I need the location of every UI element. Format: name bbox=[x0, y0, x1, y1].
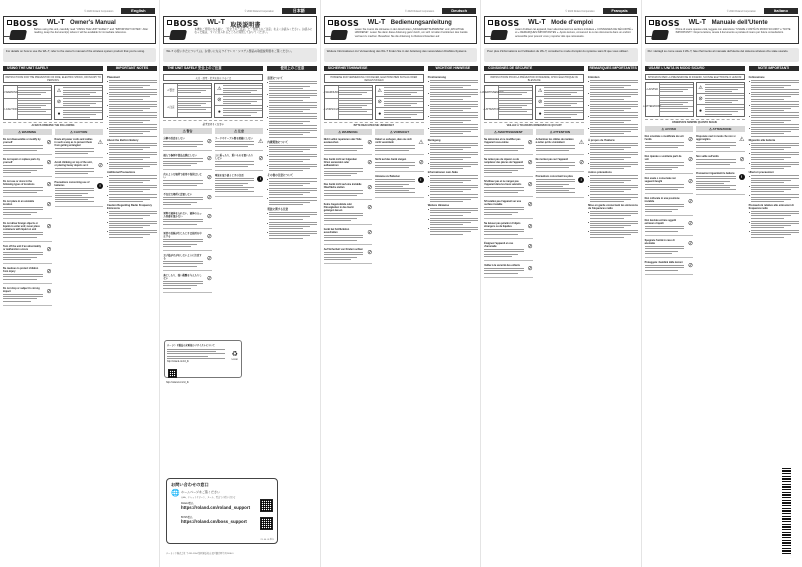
warning-item: Das Gerät nicht auf eine instabile Oberfläche stellen ⊘ bbox=[324, 182, 373, 200]
prohibited-icon: ⊘ bbox=[206, 194, 212, 201]
caution-item: Precautions concerning use of batteries ! bbox=[55, 180, 104, 207]
warning-item: Non usate o conservate nei seguenti luoghi ⊘ bbox=[645, 176, 694, 194]
prohibited-icon: ⊘ bbox=[46, 182, 52, 189]
usage-note: WL-T の使いかたについては、お使いになるワイヤレス・システム製品の取扱説明書をご覧ください。 bbox=[163, 48, 316, 62]
caution-triangle-icon: ⚠ bbox=[578, 140, 585, 147]
panel-deutsch bbox=[321, 0, 481, 567]
warning-item: Non lasciate entrare oggetti estranei o liquidi ⊘ bbox=[645, 218, 694, 236]
prohibited-icon: ⊘ bbox=[46, 224, 52, 230]
safety-subheader: ISTRUZIONI PER LA PREVENZIONE DI INCENDI, SCOSSE ELETTRICHE O LESIONI bbox=[645, 74, 745, 80]
warning-caution-legend bbox=[163, 83, 212, 118]
prohibited-icon: ⊘ bbox=[206, 214, 212, 220]
prohibited-icon: ⊘ bbox=[377, 99, 382, 106]
warning-item: Do not use or store in the following types of locations ⊘ bbox=[3, 179, 52, 197]
notes-section-title: 内蔵電池について bbox=[267, 140, 289, 144]
language-tab: Italiano bbox=[764, 8, 798, 14]
language-tab: Deutsch bbox=[442, 8, 476, 14]
legend-warning: ⚠ AVVISO bbox=[646, 83, 660, 95]
copyright: © 2020 Roland Corporation bbox=[565, 10, 595, 13]
manual-title: Bedienungsanleitung bbox=[390, 20, 452, 26]
recycle-icon: ♻ bbox=[231, 351, 238, 358]
caution-triangle-icon: ⚠ bbox=[698, 85, 703, 92]
prohibited-icon: ⊘ bbox=[527, 182, 533, 189]
warning-item: Do not repair or replace parts by yourself ⊘ bbox=[3, 157, 52, 177]
caution-column bbox=[696, 126, 745, 277]
notes-section-title: 設置について bbox=[267, 77, 283, 80]
notes-section-title: Collocazione bbox=[748, 76, 765, 79]
mandatory-icon: ● bbox=[538, 110, 542, 117]
warning-item: Nicht selbst reparieren oder Teile austauschen ⊘ bbox=[324, 137, 373, 155]
manual-title: Mode d'emploi bbox=[551, 20, 593, 26]
model-name: WL-T bbox=[367, 19, 386, 26]
prohibited-icon: ⊘ bbox=[688, 179, 694, 186]
legend-warning: ⚠ 警告 bbox=[164, 84, 178, 96]
warning-item: N'installez pas l'appareil sur une surface instable ⊘ bbox=[484, 199, 533, 219]
copyright: © 2020 Roland Corporation bbox=[726, 10, 756, 13]
recycle-url-small[interactable]: http://roland.cm/rcl_lb bbox=[166, 381, 189, 384]
mandatory-icon: ● bbox=[57, 110, 61, 117]
prohibited-icon: ⊘ bbox=[688, 198, 694, 205]
homepage-sub: Q&A、チャットサポート、メール、電話での問い合わせ bbox=[181, 497, 236, 499]
caution-header: ⚠ 注意 bbox=[215, 128, 264, 134]
caution-triangle-icon: ⚠ bbox=[97, 140, 103, 147]
notes-section-title: About the Built-in Battery bbox=[107, 138, 139, 142]
warning-item: Auf Sicherheit von Kindern achten ⊘ bbox=[324, 247, 373, 264]
warning-item: 異常や故障が生じたときは使用を中止する ⊘ bbox=[163, 231, 212, 251]
notes-section-title: 電波に関する注意 bbox=[267, 207, 289, 211]
caution-triangle-icon: ⚠ bbox=[217, 86, 222, 93]
notes-section-title: Entretien bbox=[588, 76, 600, 79]
warning-item: Keine Gegenstände oder Flüssigkeiten in das Gerät gelangen lassen ⊘ bbox=[324, 202, 373, 225]
intro-text: 本機をご使用になる前に、「安全上のご注意」と「使用上のご注意」をよくお読みください。お読みになった後は、すぐに見られるところに保管しておいてください。 bbox=[194, 28, 313, 35]
notes-section-title: Caution Regarding Radio Frequency Emissions bbox=[107, 203, 152, 210]
notes-section-title: Ulteriori precauzioni bbox=[748, 171, 774, 175]
symbol-legend bbox=[54, 85, 103, 120]
prohibited-icon: ⊘ bbox=[367, 249, 373, 256]
prohibited-icon: ⊘ bbox=[206, 233, 212, 240]
wl-t-device-image bbox=[169, 30, 187, 40]
caution-item: Hinweise zu Batterien ! bbox=[375, 174, 424, 198]
always-observe-title: VEILLEZ À TOUJOURS OBSERVER CE QUI SUIT bbox=[484, 122, 584, 127]
boss-logo: BOSS bbox=[328, 19, 359, 28]
legend-caution: ⚠ VORSICHT bbox=[325, 99, 339, 119]
caution-item: Nicht auf das Gerät steigen ⊘ bbox=[375, 157, 424, 172]
warning-item: Ne tentez pas de réparer ou de remplacer des pièces de l'appareil ⊘ bbox=[484, 157, 533, 177]
safety-section-bar: SICHERHEITSHINWEISE bbox=[324, 66, 424, 71]
prohibited-icon: ⊘ bbox=[367, 185, 373, 192]
prohibited-icon: ⊘ bbox=[367, 230, 373, 236]
symbol-legend bbox=[375, 85, 424, 120]
mandatory-icon: ! bbox=[578, 177, 584, 183]
caution-item: Ne montez pas sur l'appareil ⊘ bbox=[536, 157, 585, 172]
warning-item: Veillez à la sécurité des enfants ⊘ bbox=[484, 263, 533, 278]
boss-logo: BOSS bbox=[488, 19, 519, 28]
prohibited-icon: ⊘ bbox=[46, 140, 52, 147]
title-box bbox=[324, 16, 477, 44]
warning-column bbox=[3, 129, 52, 308]
legend-warning: ⚠ WARNING bbox=[4, 86, 18, 98]
notes-section-title: Additional Precautions bbox=[107, 171, 136, 175]
prohibited-icon: ⊘ bbox=[527, 201, 533, 208]
copyright: © 2020 Roland Corporation bbox=[405, 10, 435, 13]
battery-recycle-box bbox=[164, 340, 242, 378]
legend-caution: ⚠ CAUTION bbox=[4, 99, 18, 119]
usage-note: Pour plus d'informations sur l'utilisation du WL-T, consultez le mode d'emploi du système sans fil que vous utilisez. bbox=[484, 48, 637, 62]
caution-item: Avoid climbing on top of the unit, or placing heavy objects on it ⊘ bbox=[55, 160, 104, 178]
caution-item: 電池を取り扱うときの注意 ! bbox=[215, 173, 264, 197]
safety-column bbox=[642, 74, 745, 559]
caution-item: 上に乗ったり、重いものを置いたりしない ⊘ bbox=[215, 153, 264, 171]
legend-caution: ⚠ 注意 bbox=[164, 97, 178, 117]
warning-column bbox=[484, 129, 533, 280]
roland-label: Roland製品 bbox=[181, 502, 194, 505]
language-tab: Français bbox=[603, 8, 637, 14]
prohibited-icon: ⊘ bbox=[367, 160, 373, 167]
prohibited-icon: ⊘ bbox=[688, 157, 694, 164]
prohibited-icon: ⊘ bbox=[46, 268, 52, 275]
prohibited-icon: ⊘ bbox=[538, 99, 543, 106]
boss-support-link[interactable]: https://roland.cm/boss_support bbox=[181, 519, 247, 524]
mandatory-icon: ● bbox=[378, 110, 382, 117]
warning-item: Be cautious to protect children from injury ⊘ bbox=[3, 266, 52, 284]
warning-item: Non collocate in una posizione instabile ⊘ bbox=[645, 196, 694, 216]
panel-italiano bbox=[642, 0, 802, 567]
warning-item: 落としたり、強い衝撃を与えたりしない ⊘ bbox=[163, 273, 212, 293]
caution-item: Precauzioni riguardanti le batterie ! bbox=[696, 171, 745, 195]
warning-header: ⚠ AVVISO bbox=[645, 126, 694, 132]
prohibited-icon: ⊘ bbox=[579, 160, 585, 167]
prohibited-icon: ⊘ bbox=[258, 156, 264, 163]
warning-item: Ne démontez et ne modifiez pas l'appareil vous-même ⊘ bbox=[484, 137, 533, 155]
warning-item: 個人で修理や部品交換はしない ⊘ bbox=[163, 153, 212, 170]
always-observe-title: BITTE BEACHTEN SIE UNBEDINGT bbox=[324, 122, 424, 127]
safety-section-bar: USING THE UNIT SAFELY bbox=[3, 66, 103, 71]
warning-item: Éteignez l'appareil en cas d'anomalie ⊘ bbox=[484, 241, 533, 261]
legend-caution: ⚠ ATTENZIONE bbox=[646, 96, 660, 116]
warning-column bbox=[324, 129, 373, 266]
model-name: WL-T bbox=[47, 19, 65, 26]
caution-triangle-icon: ⚠ bbox=[537, 88, 543, 95]
prohibited-icon: ⊘ bbox=[56, 99, 62, 106]
prohibited-icon: ⊘ bbox=[206, 255, 212, 262]
usage-note: Weitere Informationen zur Verwendung des WL-T finden Sie in der Anleitung des verwendeten Drahtlos-Systems. bbox=[324, 48, 477, 62]
warning-header: ⚠ WARNING bbox=[3, 129, 52, 135]
title-box bbox=[3, 16, 156, 44]
warning-column bbox=[645, 126, 694, 277]
model-name: WL-T bbox=[528, 19, 546, 26]
warning-item: 分解や改造をしない ⊘ bbox=[163, 136, 212, 151]
wl-t-device-image bbox=[650, 30, 668, 40]
warning-item: Do not place in an unstable location ⊘ bbox=[3, 199, 52, 219]
notes-section-title: Autres précautions bbox=[588, 171, 612, 175]
prohibited-icon: ⊘ bbox=[206, 175, 212, 182]
roland-qr-code bbox=[260, 499, 273, 512]
caution-triangle-icon: ⚠ bbox=[377, 88, 383, 95]
prohibited-icon: ⊘ bbox=[527, 140, 533, 147]
important-notes-column bbox=[588, 74, 638, 559]
boss-logo: BOSS bbox=[649, 19, 680, 28]
manual-title: Owner's Manual bbox=[70, 20, 116, 26]
safety-subheader: INSTRUCTIONS FOR THE PREVENTION OF FIRE, ELECTRIC SHOCK, OR INJURY TO PERSONS bbox=[3, 74, 103, 83]
safety-subheader: HINWEISE ZUR VERMEIDUNG VON FEUER, ELEKTRISCHEM SCHLAG ODER VERLETZUNGEN bbox=[324, 74, 424, 83]
panel-english bbox=[0, 0, 160, 567]
prohibited-icon: ⊘ bbox=[367, 204, 373, 211]
prohibited-icon: ⊘ bbox=[527, 243, 533, 250]
warning-caution-legend bbox=[642, 82, 694, 117]
notes-section-title: Weitere Hinweise bbox=[427, 203, 450, 207]
important-notes-bar: REMARQUES IMPORTANTES bbox=[589, 66, 637, 70]
prohibited-icon: ⊘ bbox=[688, 262, 694, 269]
recycle-qr-code bbox=[168, 369, 177, 378]
always-observe-title: ALWAYS OBSERVE THE FOLLOWING bbox=[3, 122, 103, 127]
prohibited-icon: ⊘ bbox=[688, 221, 694, 227]
symbol-legend bbox=[535, 85, 584, 120]
warning-item: 次のような場所で使用や保管はしない ⊘ bbox=[163, 172, 212, 190]
safety-column bbox=[324, 74, 424, 559]
safety-subheader: 火災・感電・傷害を防止するには bbox=[163, 74, 263, 81]
notes-section-title: Mise en garde concernant les émissions de fréquences radio bbox=[588, 203, 638, 210]
safety-column bbox=[3, 74, 103, 559]
roland-support-link[interactable]: https://roland.cm/roland_support bbox=[181, 505, 251, 510]
boss-label: BOSS製品 bbox=[181, 516, 193, 519]
warning-caution-legend bbox=[479, 85, 533, 120]
title-box bbox=[484, 16, 637, 44]
mandatory-icon: ● bbox=[699, 107, 703, 114]
prohibited-icon: ⊘ bbox=[46, 201, 52, 208]
always-observe-title: OSSERVATE SEMPRE QUANTO SEGUE bbox=[645, 119, 745, 124]
usage-note: Per i dettagli su come usare il WL-T, fate riferimento al manuale dell'utente del sistema wireless che state usando. bbox=[645, 48, 799, 62]
prohibited-icon: ⊘ bbox=[367, 140, 373, 147]
safety-section-bar: THE UNIT SAFELY 安全上のご注意 bbox=[163, 66, 263, 71]
warning-item: Ne laissez pas pénétrer d'objets étrangers ou de liquides ⊘ bbox=[484, 221, 533, 239]
legend-caution: ⚠ ATTENTION bbox=[485, 99, 499, 119]
title-box bbox=[645, 16, 799, 44]
caution-item: Kabel so verlegen, dass sie sich nicht verwickeln ⚠ bbox=[375, 137, 424, 155]
important-notes-column bbox=[428, 74, 478, 559]
li-ion-recycle-mark: ♻ Li-ion bbox=[231, 351, 238, 361]
prohibited-icon: ⊘ bbox=[217, 97, 222, 104]
prohibited-icon: ⊘ bbox=[688, 137, 694, 144]
warning-item: Proteggete i bambini dalle lesioni ⊘ bbox=[645, 260, 694, 275]
prohibited-icon: ⊘ bbox=[527, 265, 533, 272]
warning-column bbox=[163, 128, 212, 295]
prohibited-icon: ⊘ bbox=[527, 224, 533, 230]
caution-column bbox=[55, 129, 104, 308]
notes-section-title: Placement bbox=[107, 76, 120, 79]
warning-item: Gerät bei Fehlfunktion ausschalten ⊘ bbox=[324, 227, 373, 245]
wl-t-device-image bbox=[330, 30, 348, 40]
important-notes-column bbox=[107, 74, 157, 559]
caution-header: ⚠ ATTENZIONE bbox=[696, 126, 745, 132]
copyright: © 2020 Roland Corporation bbox=[84, 10, 114, 13]
model-name: WL-T bbox=[207, 19, 225, 26]
notes-section-title: Precauzioni relative alle emissioni di frequenza radio bbox=[748, 203, 794, 210]
intro-text: Prima di usare questa unità, leggete con attenzione "USARE L'UNITÀ IN MODO SICURO" e "NOTE IMPORTANTI". Dopo la lettura, tenete il documento a portata di mano per future consultazioni. bbox=[675, 28, 791, 35]
caution-item: コードやケーブル類を煩雑にしない ⚠ bbox=[215, 136, 264, 151]
contact-version: 21. 04. 01 現在 bbox=[260, 539, 274, 541]
intro-text: Before using this unit, carefully read "USING THE UNIT SAFELY" and "IMPORTANT NOTES". After reading, keep the document(s) where it will be available for immediate reference. bbox=[34, 28, 149, 35]
caution-column bbox=[536, 129, 585, 280]
important-notes-bar: WICHTIGE HINWEISE bbox=[428, 66, 478, 71]
warning-item: Non smontate o modificate da soli l'unità ⊘ bbox=[645, 134, 694, 152]
prohibited-icon: ⊘ bbox=[418, 160, 424, 167]
recycle-url[interactable]: http://roland.cm/rcl_lb bbox=[167, 360, 189, 363]
important-notes-bar: NOTE IMPORTANTI bbox=[749, 66, 799, 71]
caution-column bbox=[215, 128, 264, 295]
wl-t-device-image bbox=[490, 30, 508, 40]
language-tab: English bbox=[121, 8, 155, 14]
safety-section-bar: CONSIGNES DE SÉCURITÉ bbox=[484, 66, 584, 71]
caution-triangle-icon: ⚠ bbox=[739, 137, 745, 144]
usage-note: For details on how to use the WL-T, refer to the owner's manual of the wireless system product that you're using. bbox=[3, 48, 156, 62]
notes-section-title: Positionierung bbox=[427, 76, 446, 79]
important-notes-bar: 使用上のご注意 bbox=[267, 66, 317, 71]
warning-header: ⚠ 警告 bbox=[163, 128, 212, 134]
caution-header: ⚠ ATTENTION bbox=[536, 129, 585, 135]
caution-header: ⚠ VORSICHT bbox=[375, 129, 424, 135]
legend-warning: ⚠ AVERTISSEMENT bbox=[485, 86, 499, 98]
symbol-legend bbox=[696, 82, 745, 117]
mandatory-icon: ! bbox=[257, 176, 263, 182]
notes-section-title: Reinigung bbox=[427, 138, 441, 142]
warning-item: Das Gerät nicht an folgenden Orten verwenden oder aufbewahren ⊘ bbox=[324, 157, 373, 180]
caution-item: Non salite sull'unità ⊘ bbox=[696, 154, 745, 169]
warning-item: Spegnete l'unità in caso di anomalie ⊘ bbox=[645, 238, 694, 258]
safety-column bbox=[479, 74, 585, 559]
warning-item: Do not disassemble or modify by yourself ⊘ bbox=[3, 137, 52, 155]
warning-item: Turn off the unit if an abnormality or malfunction occurs ⊘ bbox=[3, 244, 52, 264]
warning-item: 異物や液体を入れない、液体の入った容器を置かない ⊘ bbox=[163, 211, 212, 229]
homepage-label: ホームページをご覧ください bbox=[181, 490, 220, 494]
caution-item: Acheminez les câbles de manière à éviter qu'ils s'emmêlent ⚠ bbox=[536, 137, 585, 155]
contact-title: お問い合わせの窓口 bbox=[171, 482, 209, 487]
legend-warning: ⚠ WARNUNG bbox=[325, 86, 339, 98]
prohibited-icon: ⊘ bbox=[739, 157, 745, 164]
boss-logo: BOSS bbox=[167, 19, 198, 28]
mandatory-icon: ! bbox=[739, 174, 745, 180]
warning-caution-legend bbox=[324, 85, 373, 120]
caution-header: ⚠ CAUTION bbox=[55, 129, 104, 135]
mandatory-icon: ! bbox=[97, 183, 103, 189]
prohibited-icon: ⊘ bbox=[688, 240, 694, 247]
prohibited-icon: ⊘ bbox=[206, 156, 212, 163]
prohibited-icon: ⊘ bbox=[527, 160, 533, 167]
prohibited-icon: ⊘ bbox=[97, 163, 103, 170]
warning-item: お子様がけがをしないように注意する ⊘ bbox=[163, 253, 212, 271]
prohibited-icon: ⊘ bbox=[46, 160, 52, 167]
notes-section-title: その他の注意について bbox=[267, 174, 294, 178]
model-name: WL-T bbox=[688, 19, 707, 26]
caution-column bbox=[375, 129, 424, 266]
prohibited-icon: ⊘ bbox=[206, 139, 212, 146]
caution-triangle-icon: ⚠ bbox=[56, 88, 62, 95]
intro-text: Avant d'utiliser cet appareil, lisez attentivement les sections intitulées « CONSIGNES DE SÉCURITÉ » et « REMARQUES IMPORTANTES ». Après lecture, conservez le ou les documents dans un endroit accessible pour pouvoir vous y reporter dès que nécessaire. bbox=[515, 28, 633, 38]
copyright: © 2020 Roland Corporation bbox=[244, 10, 274, 13]
barcode bbox=[782, 468, 791, 556]
caution-item: Précautions concernant les piles ! bbox=[536, 174, 585, 198]
warning-header: ⚠ AVERTISSEMENT bbox=[484, 129, 533, 135]
prohibited-icon: ⊘ bbox=[698, 96, 703, 103]
panel-français bbox=[481, 0, 641, 567]
notes-section-title: À propos de l'batterie bbox=[588, 138, 615, 142]
caution-item: Disponete cavi in modo che non si aggroviglino ⚠ bbox=[696, 134, 745, 152]
manual-title: Manuale dell'Utente bbox=[711, 20, 768, 26]
safety-subheader: INSTRUCTIONS POUR LA PRÉVENTION D'INCENDIE, CHOC ÉLECTRIQUE OU BLESSURE bbox=[484, 74, 584, 83]
warning-item: Do not drop or subject to strong impact ⊘ bbox=[3, 286, 52, 306]
warning-item: N'utilisez pas et ne rangez pas l'appareil dans les lieux suivants ⊘ bbox=[484, 179, 533, 197]
barcode-number bbox=[793, 470, 799, 554]
mandatory-icon: ! bbox=[418, 177, 424, 183]
recycle-title: ローランド製品の充電池のリサイクルについて bbox=[167, 345, 215, 347]
language-tab: 日本語 bbox=[282, 8, 316, 14]
boss-logo: BOSS bbox=[7, 19, 38, 28]
company-footer: ローランド株式会社 〒431-1304 静岡県浜松市北区細江町中川2036-1 bbox=[166, 553, 234, 555]
title-box bbox=[163, 16, 316, 44]
important-notes-bar: IMPORTANT NOTES bbox=[107, 66, 157, 71]
notes-section-title: Riguardo alla batteria bbox=[748, 138, 776, 142]
wl-t-device-image bbox=[9, 30, 27, 40]
globe-icon: 🌐 bbox=[171, 490, 180, 497]
caution-triangle-icon: ⚠ bbox=[258, 139, 264, 146]
prohibited-icon: ⊘ bbox=[46, 246, 52, 253]
important-notes-column bbox=[749, 74, 799, 559]
warning-caution-legend bbox=[3, 85, 52, 120]
mandatory-icon: ● bbox=[217, 108, 221, 115]
warning-header: ⚠ WARNUNG bbox=[324, 129, 373, 135]
contact-box bbox=[166, 478, 278, 544]
manual-title: 取扱説明書 bbox=[230, 23, 261, 29]
notes-section-title: Informationen zum Akku bbox=[427, 171, 458, 175]
warning-item: 不安定な場所に設置しない ⊘ bbox=[163, 192, 212, 209]
boss-qr-code bbox=[260, 517, 273, 530]
prohibited-icon: ⊘ bbox=[46, 288, 52, 295]
safety-section-bar: USARE L'UNITÀ IN MODO SICURO bbox=[645, 66, 745, 71]
warning-item: Non riparate o sostituite parti da soli ⊘ bbox=[645, 154, 694, 174]
prohibited-icon: ⊘ bbox=[206, 275, 212, 282]
warning-item: Do not allow foreign objects or liquids to enter unit; never place containers with liquid on unit ⊘ bbox=[3, 221, 52, 242]
caution-item: Route all power cords and cables in such a way as to prevent them from getting entangled ⚠ bbox=[55, 137, 104, 158]
symbol-legend bbox=[214, 83, 263, 118]
always-observe-title: 必ずお守りください bbox=[163, 120, 263, 126]
intro-text: Lesen Sie zuerst die Hinweise in den Abschnitten „SICHERHEITSHINWEISE" und „WICHTIGE HINWEISE". Lesen Sie dann diese Anleitung ganz durch, um sich mit allen Funktionen des Geräts vertraut zu machen. Bewahren Sie die Anleitung zu Referenzzwecken auf. bbox=[354, 28, 468, 38]
caution-triangle-icon: ⚠ bbox=[418, 140, 424, 147]
